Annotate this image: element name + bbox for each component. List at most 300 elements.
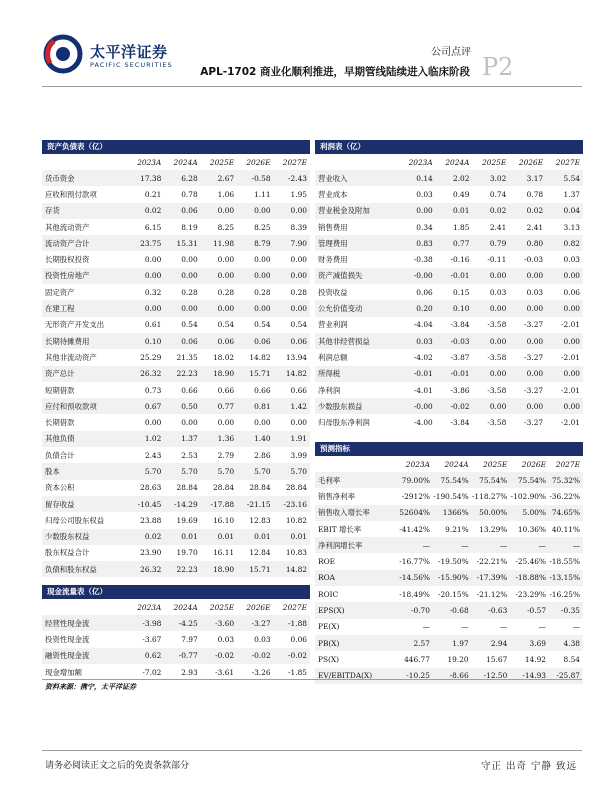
value-cell: 12.83 bbox=[249, 515, 271, 525]
column-header: 2026E bbox=[246, 157, 271, 167]
value-cell: 0.62 bbox=[128, 648, 164, 664]
row-label: 营业利润 bbox=[318, 320, 348, 330]
row-label: 营业税金及附加 bbox=[315, 203, 399, 219]
column-header: 2026E bbox=[518, 157, 544, 167]
value-cell: 0.82 bbox=[546, 235, 583, 251]
table-row bbox=[315, 333, 583, 349]
value-cell: 0.28 bbox=[217, 287, 235, 297]
row-label: 其他负债 bbox=[42, 431, 128, 447]
row-label: 固定资产 bbox=[45, 287, 75, 297]
value-cell: 0.00 bbox=[472, 398, 509, 414]
value-cell: -190.54% bbox=[433, 491, 469, 501]
column-header: 2023A bbox=[137, 602, 162, 612]
row-label: 现金增加额 bbox=[45, 667, 82, 677]
value-cell: 0.00 bbox=[144, 418, 162, 428]
header-divider bbox=[42, 86, 582, 87]
table-header-row bbox=[42, 154, 310, 170]
table-row bbox=[315, 602, 583, 618]
value-cell: 0.73 bbox=[144, 385, 162, 395]
value-cell: -25.46% bbox=[515, 557, 547, 567]
value-cell: 0.03 bbox=[563, 255, 580, 265]
value-cell: 0.00 bbox=[546, 300, 583, 316]
value-cell: -4.25 bbox=[164, 615, 200, 631]
value-cell: -20.15% bbox=[437, 589, 469, 599]
value-cell: -23.29% bbox=[515, 589, 547, 599]
value-cell: 75.54% bbox=[472, 472, 511, 488]
value-cell: 14.82 bbox=[274, 561, 310, 577]
value-cell: 446.77 bbox=[404, 654, 430, 664]
value-cell: 0.77 bbox=[201, 398, 237, 414]
value-cell: 1.95 bbox=[290, 189, 307, 199]
row-label: 公允价值变动 bbox=[315, 300, 399, 316]
row-label: EPS(X) bbox=[315, 602, 399, 618]
value-cell: 0.01 bbox=[201, 529, 237, 545]
value-cell: 0.00 bbox=[164, 300, 200, 316]
value-cell: 0.00 bbox=[274, 203, 310, 219]
cashflow-section bbox=[42, 585, 310, 680]
row-label: 无形资产开发支出 bbox=[45, 320, 105, 330]
value-cell: 7.97 bbox=[181, 634, 198, 644]
table-row bbox=[315, 186, 583, 202]
table-row bbox=[315, 203, 583, 219]
column-header: 2024A bbox=[173, 602, 198, 612]
table-row bbox=[42, 545, 310, 561]
data-source: 资料来源：携宁，太平洋证券 bbox=[45, 683, 136, 691]
value-cell: 13.94 bbox=[285, 352, 307, 362]
value-cell: 19.70 bbox=[176, 548, 198, 558]
table-row bbox=[315, 537, 583, 553]
row-label: 存货 bbox=[42, 203, 128, 219]
value-cell: 0.54 bbox=[290, 320, 307, 330]
row-label: 投资收益 bbox=[318, 287, 348, 297]
value-cell: 19.69 bbox=[176, 515, 198, 525]
value-cell: 0.28 bbox=[254, 287, 271, 297]
report-type: 公司点评 bbox=[431, 47, 471, 58]
row-label: 资本公积 bbox=[45, 483, 75, 493]
value-cell: 12.84 bbox=[249, 548, 271, 558]
value-cell: 15.31 bbox=[164, 235, 200, 251]
value-cell: 0.00 bbox=[290, 255, 307, 265]
value-cell: 2.57 bbox=[399, 635, 433, 651]
value-cell: 28.63 bbox=[140, 483, 162, 493]
value-cell: -3.86 bbox=[450, 385, 470, 395]
source-divider bbox=[42, 679, 582, 680]
value-cell: -0.70 bbox=[399, 602, 433, 618]
table-row bbox=[42, 251, 310, 267]
value-cell: -36.22% bbox=[549, 491, 580, 501]
table-row bbox=[315, 251, 583, 267]
indicators-title: 预测指标 bbox=[315, 442, 583, 456]
value-cell: 18.90 bbox=[201, 561, 237, 577]
value-cell: -3.60 bbox=[201, 615, 237, 631]
value-cell: 0.00 bbox=[546, 398, 583, 414]
value-cell: 0.50 bbox=[164, 398, 200, 414]
value-cell: -0.01 bbox=[436, 366, 473, 382]
table-row bbox=[315, 635, 583, 651]
table-row bbox=[42, 496, 310, 512]
value-cell: 0.83 bbox=[399, 235, 436, 251]
table-row bbox=[42, 631, 310, 647]
value-cell: -3.84 bbox=[450, 320, 470, 330]
row-label: 销售收入增长率 bbox=[315, 505, 399, 521]
value-cell: -17.39% bbox=[472, 570, 511, 586]
column-header: 2027E bbox=[282, 602, 307, 612]
value-cell: 2.86 bbox=[254, 450, 271, 460]
value-cell: 0.78 bbox=[526, 189, 544, 199]
row-label: 归母公司股东权益 bbox=[45, 515, 105, 525]
value-cell: 0.00 bbox=[201, 203, 237, 219]
table-row bbox=[42, 186, 310, 202]
value-cell: 16.11 bbox=[212, 548, 235, 558]
value-cell: — bbox=[472, 537, 511, 553]
value-cell: -2.01 bbox=[561, 418, 580, 428]
company-name-cn: 太平洋证券 bbox=[90, 43, 168, 61]
value-cell: -16.25% bbox=[549, 589, 580, 599]
value-cell: -2.01 bbox=[561, 385, 580, 395]
value-cell: 7.90 bbox=[274, 235, 310, 251]
value-cell: 0.66 bbox=[254, 385, 271, 395]
value-cell: -3.27 bbox=[524, 320, 544, 330]
table-header-row bbox=[42, 599, 310, 615]
value-cell: 3.69 bbox=[510, 635, 549, 651]
column-header: 2026E bbox=[246, 602, 271, 612]
value-cell: -3.27 bbox=[524, 352, 544, 362]
value-cell: -3.27 bbox=[524, 418, 544, 428]
row-label: 长期待摊费用 bbox=[42, 333, 128, 349]
row-label: ROA bbox=[315, 570, 399, 586]
value-cell: 0.00 bbox=[144, 255, 162, 265]
value-cell: 8.39 bbox=[290, 222, 307, 232]
value-cell: 75.54% bbox=[433, 472, 472, 488]
row-label: 少数股东损益 bbox=[315, 398, 399, 414]
column-header: 2027E bbox=[555, 157, 580, 167]
balance-sheet-table bbox=[42, 154, 310, 577]
table-row bbox=[315, 668, 583, 684]
value-cell: 15.71 bbox=[237, 561, 273, 577]
value-cell: 14.92 bbox=[524, 654, 547, 664]
value-cell: 0.28 bbox=[181, 287, 198, 297]
value-cell: 2.93 bbox=[181, 667, 198, 677]
value-cell: -0.01 bbox=[399, 366, 436, 382]
table-row bbox=[42, 300, 310, 316]
value-cell: 0.03 bbox=[526, 287, 544, 297]
company-name-en: PACIFIC SECURITIES bbox=[90, 61, 173, 69]
balance-sheet-section bbox=[42, 140, 310, 577]
value-cell: -0.38 bbox=[413, 255, 433, 265]
value-cell: 5.70 bbox=[201, 463, 237, 479]
value-cell: 0.03 bbox=[416, 189, 433, 199]
value-cell: -0.03 bbox=[436, 333, 473, 349]
value-cell: 5.00% bbox=[510, 505, 549, 521]
income-statement-table bbox=[315, 154, 583, 431]
row-label: 其他非经营损益 bbox=[315, 333, 399, 349]
value-cell: -3.67 bbox=[142, 634, 162, 644]
value-cell: 17.38 bbox=[128, 170, 164, 186]
value-cell: 0.00 bbox=[201, 300, 237, 316]
indicators-section bbox=[315, 442, 583, 684]
column-header: 2026E bbox=[521, 459, 547, 469]
header-blank-cell bbox=[315, 456, 399, 472]
value-cell: 22.23 bbox=[164, 366, 200, 382]
value-cell: 2.41 bbox=[489, 222, 507, 232]
value-cell: -18.55% bbox=[549, 557, 580, 567]
value-cell: 1.36 bbox=[201, 431, 237, 447]
value-cell: 11.98 bbox=[201, 235, 237, 251]
value-cell: 3.17 bbox=[509, 170, 546, 186]
value-cell: 6.28 bbox=[164, 170, 200, 186]
value-cell: 0.21 bbox=[144, 189, 162, 199]
value-cell: 1.37 bbox=[164, 431, 200, 447]
value-cell: 0.20 bbox=[399, 300, 436, 316]
value-cell: 0.00 bbox=[274, 300, 310, 316]
value-cell: 0.00 bbox=[201, 268, 237, 284]
table-row bbox=[42, 615, 310, 631]
value-cell: 5.70 bbox=[274, 463, 310, 479]
value-cell: 2.94 bbox=[472, 635, 511, 651]
value-cell: 13.29% bbox=[479, 524, 508, 534]
value-cell: 0.06 bbox=[201, 333, 237, 349]
value-cell: 1.42 bbox=[274, 398, 310, 414]
value-cell: 0.78 bbox=[181, 189, 198, 199]
column-header: 2023A bbox=[408, 157, 433, 167]
value-cell: 0.66 bbox=[217, 385, 235, 395]
column-header: 2024A bbox=[445, 157, 470, 167]
value-cell: 0.00 bbox=[472, 268, 509, 284]
value-cell: 0.67 bbox=[128, 398, 164, 414]
row-label: 营业收入 bbox=[315, 170, 399, 186]
value-cell: 0.00 bbox=[217, 418, 235, 428]
value-cell: 23.88 bbox=[140, 515, 162, 525]
value-cell: 0.00 bbox=[472, 366, 509, 382]
value-cell: — bbox=[422, 622, 430, 632]
row-label: 短期借款 bbox=[45, 385, 75, 395]
value-cell: 0.00 bbox=[472, 333, 509, 349]
table-row bbox=[42, 333, 310, 349]
table-row bbox=[315, 170, 583, 186]
value-cell: 0.00 bbox=[546, 268, 583, 284]
value-cell: -23.16 bbox=[274, 496, 310, 512]
row-label: 毛利率 bbox=[315, 472, 399, 488]
value-cell: 1.91 bbox=[274, 431, 310, 447]
value-cell: -2.43 bbox=[274, 170, 310, 186]
value-cell: 0.28 bbox=[290, 287, 307, 297]
row-label: 留存收益 bbox=[42, 496, 128, 512]
value-cell: 14.82 bbox=[274, 366, 310, 382]
indicators-table bbox=[315, 456, 583, 684]
value-cell: -3.26 bbox=[251, 667, 271, 677]
value-cell: 0.03 bbox=[254, 634, 271, 644]
value-cell: 0.81 bbox=[237, 398, 273, 414]
value-cell: -1.85 bbox=[288, 667, 307, 677]
row-label: 负债和股东权益 bbox=[42, 561, 128, 577]
value-cell: 52604% bbox=[399, 505, 433, 521]
value-cell: 0.01 bbox=[436, 203, 473, 219]
value-cell: -17.88 bbox=[201, 496, 237, 512]
row-label: 资产总计 bbox=[42, 366, 128, 382]
value-cell: -0.02 bbox=[436, 398, 473, 414]
value-cell: -41.42% bbox=[399, 524, 430, 534]
value-cell: 0.15 bbox=[453, 287, 470, 297]
value-cell: -118.27% bbox=[471, 491, 508, 501]
table-row bbox=[315, 570, 583, 586]
value-cell: 2.67 bbox=[201, 170, 237, 186]
value-cell: 0.10 bbox=[436, 300, 473, 316]
value-cell: 0.00 bbox=[217, 255, 235, 265]
cashflow-table bbox=[42, 599, 310, 680]
value-cell: -10.25 bbox=[399, 668, 433, 684]
table-row bbox=[315, 235, 583, 251]
row-label: EV/EBITDA(X) bbox=[315, 668, 399, 684]
value-cell: -15.90% bbox=[433, 570, 472, 586]
value-cell: -3.87 bbox=[450, 352, 470, 362]
value-cell: 0.00 bbox=[290, 418, 307, 428]
value-cell: 0.79 bbox=[472, 235, 509, 251]
balance-sheet-title: 资产负债表（亿） bbox=[42, 140, 310, 154]
value-cell: 0.03 bbox=[217, 634, 235, 644]
table-row bbox=[315, 366, 583, 382]
value-cell: 0.06 bbox=[237, 333, 273, 349]
value-cell: 1.85 bbox=[453, 222, 470, 232]
row-label: 资产减值损失 bbox=[315, 268, 399, 284]
value-cell: -16.77% bbox=[399, 557, 430, 567]
value-cell: — bbox=[572, 622, 580, 632]
value-cell: -0.02 bbox=[274, 648, 310, 664]
table-row bbox=[42, 284, 310, 300]
row-label: 少数股东权益 bbox=[42, 529, 128, 545]
value-cell: -4.01 bbox=[413, 385, 433, 395]
value-cell: 0.00 bbox=[237, 268, 273, 284]
row-label: PE(X) bbox=[318, 622, 340, 632]
table-header-row bbox=[315, 154, 583, 170]
table-row bbox=[315, 300, 583, 316]
table-row bbox=[42, 463, 310, 479]
row-label: 净利润增长率 bbox=[315, 537, 399, 553]
value-cell: 1.11 bbox=[254, 189, 271, 199]
value-cell: 28.84 bbox=[249, 483, 271, 493]
value-cell: 0.00 bbox=[546, 333, 583, 349]
table-row bbox=[315, 349, 583, 365]
value-cell: -2912% bbox=[401, 491, 430, 501]
value-cell: 0.00 bbox=[509, 300, 546, 316]
value-cell: 1.40 bbox=[237, 431, 273, 447]
table-row bbox=[42, 268, 310, 284]
value-cell: 0.74 bbox=[489, 189, 507, 199]
value-cell: 5.70 bbox=[164, 463, 200, 479]
cashflow-title: 现金流量表（亿） bbox=[42, 585, 310, 599]
column-header: 2027E bbox=[282, 157, 307, 167]
value-cell: 0.32 bbox=[144, 287, 162, 297]
value-cell: — bbox=[538, 622, 547, 632]
value-cell: 15.71 bbox=[237, 366, 273, 382]
table-row bbox=[315, 488, 583, 504]
value-cell: 2.02 bbox=[436, 170, 473, 186]
row-label: 其他流动资产 bbox=[45, 222, 90, 232]
value-cell: 0.00 bbox=[164, 268, 200, 284]
row-label: 融资性现金流 bbox=[42, 648, 128, 664]
value-cell: 1.06 bbox=[217, 189, 235, 199]
value-cell: — bbox=[499, 622, 508, 632]
row-label: 其他非流动资产 bbox=[45, 352, 97, 362]
value-cell: 8.79 bbox=[237, 235, 273, 251]
value-cell: -2.01 bbox=[561, 320, 580, 330]
row-label: 销售费用 bbox=[318, 222, 348, 232]
table-row bbox=[315, 472, 583, 488]
value-cell: 1.37 bbox=[563, 189, 580, 199]
value-cell: 0.66 bbox=[181, 385, 198, 395]
value-cell: 0.03 bbox=[399, 333, 436, 349]
value-cell: 5.54 bbox=[546, 170, 583, 186]
value-cell: 3.99 bbox=[290, 450, 307, 460]
row-label: 应收和预付款项 bbox=[45, 189, 97, 199]
value-cell: -4.04 bbox=[413, 320, 433, 330]
value-cell: -0.00 bbox=[399, 398, 436, 414]
value-cell: 50.00% bbox=[472, 505, 511, 521]
value-cell: 75.54% bbox=[510, 472, 549, 488]
table-row bbox=[315, 382, 583, 398]
column-header: 2025E bbox=[482, 157, 507, 167]
value-cell: 0.77 bbox=[436, 235, 473, 251]
row-label: 财务费用 bbox=[318, 255, 348, 265]
table-row bbox=[315, 521, 583, 537]
table-row bbox=[42, 431, 310, 447]
value-cell: -19.50% bbox=[437, 557, 469, 567]
row-label: 所得税 bbox=[315, 366, 399, 382]
value-cell: -13.15% bbox=[549, 570, 583, 586]
value-cell: 0.00 bbox=[509, 398, 546, 414]
value-cell: 74.65% bbox=[549, 505, 583, 521]
header-blank-cell bbox=[315, 154, 399, 170]
table-row bbox=[42, 317, 310, 333]
value-cell: -0.16 bbox=[450, 255, 470, 265]
value-cell: 2.79 bbox=[217, 450, 235, 460]
table-row bbox=[42, 382, 310, 398]
table-row bbox=[315, 553, 583, 569]
row-label: 股东权益合计 bbox=[45, 548, 90, 558]
row-label: 在建工程 bbox=[42, 300, 128, 316]
row-label: 货币资金 bbox=[42, 170, 128, 186]
value-cell: 4.38 bbox=[549, 635, 583, 651]
value-cell: 25.29 bbox=[140, 352, 162, 362]
value-cell: 0.06 bbox=[274, 333, 310, 349]
value-cell: -8.66 bbox=[433, 668, 472, 684]
value-cell: 0.02 bbox=[509, 203, 546, 219]
value-cell: 18.02 bbox=[212, 352, 235, 362]
table-row bbox=[315, 651, 583, 667]
row-label: 应付和预收款项 bbox=[42, 398, 128, 414]
value-cell: -0.77 bbox=[164, 648, 200, 664]
value-cell: 0.06 bbox=[416, 287, 433, 297]
table-row bbox=[315, 284, 583, 300]
table-row bbox=[42, 170, 310, 186]
row-label: PS(X) bbox=[318, 654, 340, 664]
row-label: 投资性房地产 bbox=[42, 268, 128, 284]
value-cell: -0.02 bbox=[237, 648, 273, 664]
table-row bbox=[42, 219, 310, 235]
value-cell: -14.29 bbox=[164, 496, 200, 512]
value-cell: 10.83 bbox=[285, 548, 307, 558]
value-cell: 0.02 bbox=[128, 529, 164, 545]
value-cell: 0.00 bbox=[472, 300, 509, 316]
column-header: 2025E bbox=[209, 157, 235, 167]
column-header: 2025E bbox=[209, 602, 235, 612]
value-cell: 0.54 bbox=[254, 320, 271, 330]
value-cell: 0.06 bbox=[164, 203, 200, 219]
value-cell: 0.34 bbox=[416, 222, 433, 232]
table-row bbox=[42, 349, 310, 365]
value-cell: 15.67 bbox=[486, 654, 508, 664]
value-cell: -3.58 bbox=[487, 352, 507, 362]
value-cell: -18.49% bbox=[399, 589, 430, 599]
